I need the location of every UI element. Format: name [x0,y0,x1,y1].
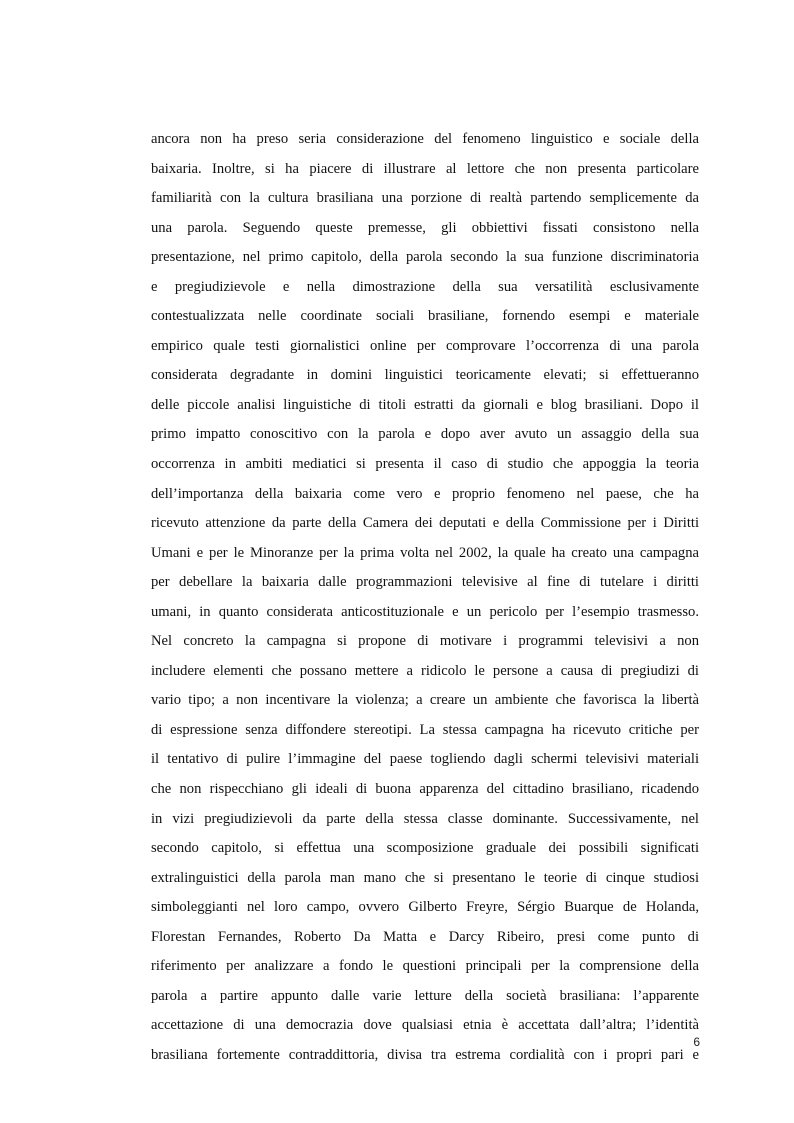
text-line: primo impatto conoscitivo con la parola e dopo aver avuto un assaggio della sua [151,426,699,443]
text-line: dell’importanza della baixaria come vero e proprio fenomeno nel paese, che ha [151,485,699,502]
text-line: il tentativo di pulire l’immagine del paese togliendo dagli schermi televisivi materiali [151,751,699,768]
text-line: una parola. Seguendo queste premesse, gli obbiettivi fissati consistono nella [151,219,699,236]
text-line: Nel concreto la campagna si propone di motivare i programmi televisivi a non [151,633,699,650]
text-line: Florestan Fernandes, Roberto Da Matta e Darcy Ribeiro, presi come punto di [151,928,699,945]
text-line: ricevuto attenzione da parte della Camera dei deputati e della Commissione per i Diritti [151,515,699,532]
text-line: umani, in quanto considerata anticostituzionale e un pericolo per l’esempio trasmesso. [151,603,699,620]
text-line: che non rispecchiano gli ideali di buona apparenza del cittadino brasiliano, ricadendo [151,781,699,798]
text-line: extralinguistici della parola man mano che si presentano le teorie di cinque studiosi [151,869,699,886]
page-number: 6 [693,1035,700,1049]
text-line: e pregiudizievole e nella dimostrazione della sua versatilità esclusivamente [151,278,699,295]
text-line: per debellare la baixaria dalle programmazioni televisive al fine di tutelare i diritti [151,574,699,591]
text-line: in vizi pregiudizievoli da parte della stessa classe dominante. Successivamente, nel [151,810,699,827]
text-line: Umani e per le Minoranze per la prima volta nel 2002, la quale ha creato una campagna [151,544,699,561]
text-line: ancora non ha preso seria considerazione del fenomeno linguistico e sociale della [151,131,699,147]
text-line: delle piccole analisi linguistiche di titoli estratti da giornali e blog brasiliani. Dopo il [151,396,699,413]
text-line: brasiliana fortemente contraddittoria, divisa tra estrema cordialità con i propri pari e [151,1046,699,1063]
body-paragraph [151,125,699,1071]
text-line: secondo capitolo, si effettua una scomposizione graduale dei possibili significati [151,840,699,857]
text-line: empirico quale testi giornalistici online per comprovare l’occorrenza di una parola [151,337,699,354]
text-line: simboleggianti nel loro campo, ovvero Gilberto Freyre, Sérgio Buarque de Holanda, [151,899,699,916]
text-line: di espressione senza diffondere stereotipi. La stessa campagna ha ricevuto critiche per [151,721,699,738]
text-line: contestualizzata nelle coordinate sociali brasiliane, fornendo esempi e materiale [151,308,699,325]
text-line: considerata degradante in domini linguistici teoricamente elevati; si effettueranno [151,367,699,384]
text-line: occorrenza in ambiti mediatici si presenta il caso di studio che appoggia la teoria [151,456,699,473]
text-line: presentazione, nel primo capitolo, della parola secondo la sua funzione discriminatoria [151,249,699,266]
text-line: parola a partire appunto dalle varie letture della società brasiliana: l’apparente [151,987,699,1004]
text-line: includere elementi che possano mettere a ridicolo le persone a causa di pregiudizi di [151,662,699,679]
text-line: vario tipo; a non incentivare la violenza; a creare un ambiente che favorisca la libertà [151,692,699,709]
text-line: riferimento per analizzare a fondo le questioni principali per la comprensione della [151,958,699,975]
text-line: familiarità con la cultura brasiliana una porzione di realtà partendo semplicemente da [151,190,699,207]
text-line: baixaria. Inoltre, si ha piacere di illustrare al lettore che non presenta particolare [151,160,699,177]
text-line: accettazione di una democrazia dove qualsiasi etnia è accettata dall’altra; l’identità [151,1017,699,1034]
